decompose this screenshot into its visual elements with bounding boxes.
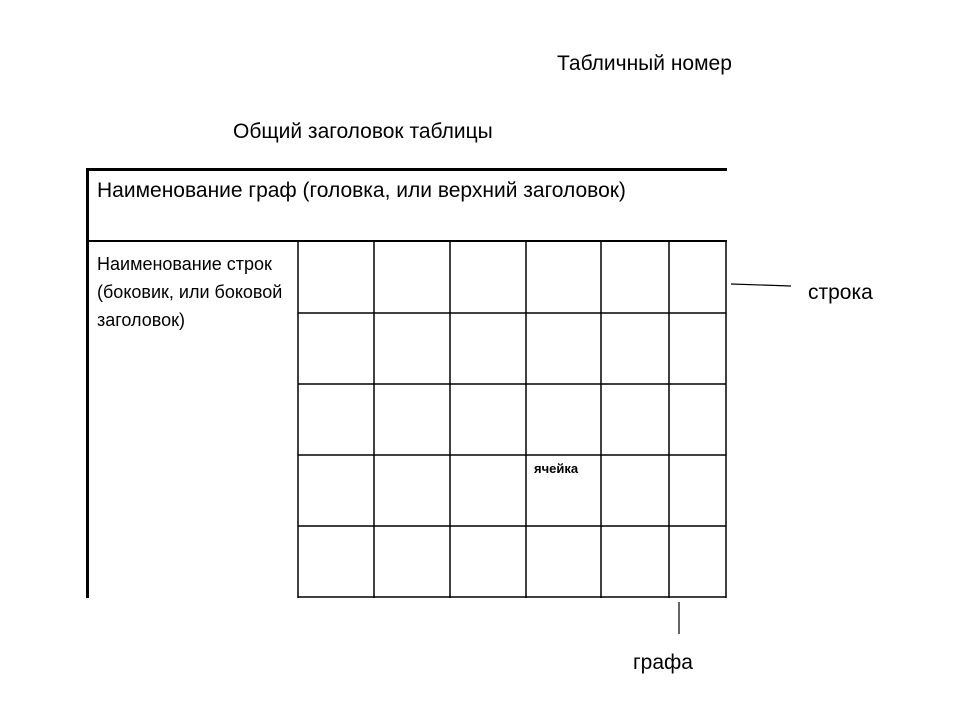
- column-label: графа: [633, 651, 693, 674]
- column-header-label: Наименование граф (головка, или верхний заголовок): [97, 179, 626, 202]
- cell-label: ячейка: [534, 461, 579, 476]
- row-stub-label: Наименование строк (боковик, или боковой заголовок): [97, 254, 283, 330]
- general-title-label: Общий заголовок таблицы: [233, 120, 493, 143]
- row-label: строка: [808, 281, 873, 304]
- row-pointer-line: [731, 284, 791, 286]
- table-number-label: Табличный номер: [557, 52, 732, 75]
